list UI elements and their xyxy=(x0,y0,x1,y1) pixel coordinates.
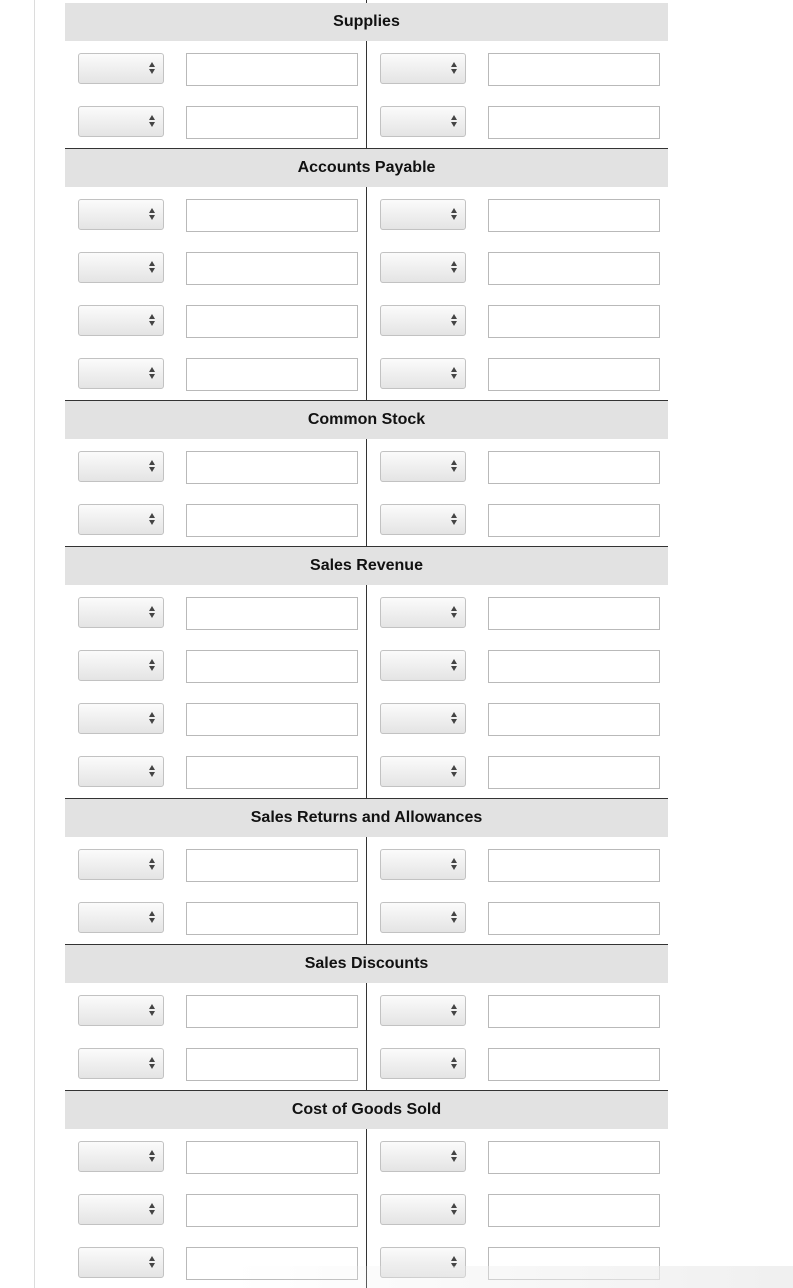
t-account-row xyxy=(65,890,668,944)
debit-account-select[interactable] xyxy=(78,1141,164,1172)
t-account-row xyxy=(65,41,668,94)
t-account-row xyxy=(65,439,668,492)
credit-account-select[interactable] xyxy=(380,199,466,230)
t-account-row xyxy=(65,240,668,293)
credit-account-select[interactable] xyxy=(380,106,466,137)
debit-account-select[interactable] xyxy=(78,504,164,535)
debit-account-select[interactable] xyxy=(78,650,164,681)
credit-amount-input[interactable] xyxy=(488,1247,660,1280)
t-account-row xyxy=(65,293,668,346)
t-account xyxy=(65,401,668,547)
credit-account-select[interactable] xyxy=(380,1141,466,1172)
t-account xyxy=(65,1091,668,1288)
up-down-arrows-icon xyxy=(149,513,156,526)
debit-amount-input[interactable] xyxy=(186,53,358,86)
credit-amount-input[interactable] xyxy=(488,199,660,232)
debit-amount-input[interactable] xyxy=(186,1194,358,1227)
left-border-rule xyxy=(34,0,35,1288)
credit-account-select[interactable] xyxy=(380,650,466,681)
t-account xyxy=(65,945,668,1091)
credit-amount-input[interactable] xyxy=(488,106,660,139)
debit-amount-input[interactable] xyxy=(186,199,358,232)
debit-account-select[interactable] xyxy=(78,703,164,734)
up-down-arrows-icon xyxy=(149,1203,156,1216)
credit-account-select[interactable] xyxy=(380,451,466,482)
up-down-arrows-icon xyxy=(451,1057,458,1070)
t-account-body xyxy=(65,837,668,945)
credit-amount-input[interactable] xyxy=(488,995,660,1028)
t-account-title: Cost of Goods Sold xyxy=(65,1091,668,1129)
credit-amount-input[interactable] xyxy=(488,703,660,736)
up-down-arrows-icon xyxy=(149,460,156,473)
debit-amount-input[interactable] xyxy=(186,995,358,1028)
t-account-row xyxy=(65,744,668,798)
t-account-title: Sales Discounts xyxy=(65,945,668,983)
up-down-arrows-icon xyxy=(149,314,156,327)
debit-account-select[interactable] xyxy=(78,1194,164,1225)
debit-account-select[interactable] xyxy=(78,106,164,137)
credit-account-select[interactable] xyxy=(380,756,466,787)
t-account-row xyxy=(65,346,668,400)
t-account-row xyxy=(65,1129,668,1182)
credit-amount-input[interactable] xyxy=(488,504,660,537)
debit-account-select[interactable] xyxy=(78,451,164,482)
up-down-arrows-icon xyxy=(451,261,458,274)
up-down-arrows-icon xyxy=(451,115,458,128)
t-account-body xyxy=(65,1129,668,1288)
debit-amount-input[interactable] xyxy=(186,252,358,285)
t-account-title: Common Stock xyxy=(65,401,668,439)
debit-amount-input[interactable] xyxy=(186,305,358,338)
debit-amount-input[interactable] xyxy=(186,597,358,630)
t-account-row xyxy=(65,1036,668,1090)
credit-amount-input[interactable] xyxy=(488,1048,660,1081)
debit-amount-input[interactable] xyxy=(186,504,358,537)
t-account-body xyxy=(65,439,668,547)
credit-account-select[interactable] xyxy=(380,597,466,628)
credit-account-select[interactable] xyxy=(380,995,466,1026)
debit-amount-input[interactable] xyxy=(186,650,358,683)
credit-amount-input[interactable] xyxy=(488,358,660,391)
credit-amount-input[interactable] xyxy=(488,1194,660,1227)
up-down-arrows-icon xyxy=(451,367,458,380)
debit-account-select[interactable] xyxy=(78,252,164,283)
debit-account-select[interactable] xyxy=(78,995,164,1026)
credit-account-select[interactable] xyxy=(380,358,466,389)
t-account-body xyxy=(65,585,668,799)
credit-amount-input[interactable] xyxy=(488,252,660,285)
debit-amount-input[interactable] xyxy=(186,451,358,484)
debit-account-select[interactable] xyxy=(78,849,164,880)
t-account-row xyxy=(65,983,668,1036)
credit-account-select[interactable] xyxy=(380,703,466,734)
up-down-arrows-icon xyxy=(451,1004,458,1017)
credit-account-select[interactable] xyxy=(380,504,466,535)
up-down-arrows-icon xyxy=(451,765,458,778)
t-account-row xyxy=(65,492,668,546)
credit-account-select[interactable] xyxy=(380,305,466,336)
up-down-arrows-icon xyxy=(451,606,458,619)
up-down-arrows-icon xyxy=(451,1256,458,1269)
up-down-arrows-icon xyxy=(149,765,156,778)
debit-account-select[interactable] xyxy=(78,756,164,787)
up-down-arrows-icon xyxy=(451,513,458,526)
credit-amount-input[interactable] xyxy=(488,650,660,683)
credit-account-select[interactable] xyxy=(380,849,466,880)
up-down-arrows-icon xyxy=(451,659,458,672)
t-account-title: Supplies xyxy=(65,3,668,41)
t-account-row xyxy=(65,691,668,744)
t-account xyxy=(65,799,668,945)
up-down-arrows-icon xyxy=(149,367,156,380)
t-account-row xyxy=(65,585,668,638)
debit-account-select[interactable] xyxy=(78,597,164,628)
up-down-arrows-icon xyxy=(451,1150,458,1163)
up-down-arrows-icon xyxy=(149,858,156,871)
debit-amount-input[interactable] xyxy=(186,849,358,882)
up-down-arrows-icon xyxy=(451,208,458,221)
t-account-title: Sales Returns and Allowances xyxy=(65,799,668,837)
debit-amount-input[interactable] xyxy=(186,902,358,935)
debit-account-select[interactable] xyxy=(78,53,164,84)
t-account xyxy=(65,547,668,799)
up-down-arrows-icon xyxy=(149,208,156,221)
t-account-title: Sales Revenue xyxy=(65,547,668,585)
up-down-arrows-icon xyxy=(149,62,156,75)
debit-account-select[interactable] xyxy=(78,1048,164,1079)
up-down-arrows-icon xyxy=(451,712,458,725)
credit-amount-input[interactable] xyxy=(488,849,660,882)
credit-account-select[interactable] xyxy=(380,1247,466,1278)
up-down-arrows-icon xyxy=(149,1004,156,1017)
t-account xyxy=(65,149,668,401)
up-down-arrows-icon xyxy=(451,911,458,924)
up-down-arrows-icon xyxy=(149,659,156,672)
debit-account-select[interactable] xyxy=(78,199,164,230)
t-account-row xyxy=(65,638,668,691)
debit-amount-input[interactable] xyxy=(186,358,358,391)
up-down-arrows-icon xyxy=(149,1150,156,1163)
up-down-arrows-icon xyxy=(149,1256,156,1269)
credit-account-select[interactable] xyxy=(380,1194,466,1225)
debit-account-select[interactable] xyxy=(78,305,164,336)
credit-account-select[interactable] xyxy=(380,252,466,283)
up-down-arrows-icon xyxy=(149,911,156,924)
t-account-body xyxy=(65,41,668,149)
credit-amount-input[interactable] xyxy=(488,756,660,789)
t-account-body xyxy=(65,983,668,1091)
credit-amount-input[interactable] xyxy=(488,902,660,935)
up-down-arrows-icon xyxy=(451,314,458,327)
up-down-arrows-icon xyxy=(451,858,458,871)
up-down-arrows-icon xyxy=(149,115,156,128)
t-account-row xyxy=(65,837,668,890)
up-down-arrows-icon xyxy=(451,460,458,473)
debit-amount-input[interactable] xyxy=(186,703,358,736)
t-account-body xyxy=(65,187,668,401)
up-down-arrows-icon xyxy=(149,712,156,725)
credit-account-select[interactable] xyxy=(380,1048,466,1079)
debit-amount-input[interactable] xyxy=(186,1048,358,1081)
credit-account-select[interactable] xyxy=(380,902,466,933)
debit-account-select[interactable] xyxy=(78,902,164,933)
t-account-ledger xyxy=(65,0,668,1288)
debit-amount-input[interactable] xyxy=(186,1247,358,1280)
debit-amount-input[interactable] xyxy=(186,756,358,789)
credit-amount-input[interactable] xyxy=(488,53,660,86)
debit-account-select[interactable] xyxy=(78,358,164,389)
up-down-arrows-icon xyxy=(149,606,156,619)
up-down-arrows-icon xyxy=(451,1203,458,1216)
debit-amount-input[interactable] xyxy=(186,1141,358,1174)
t-account-row xyxy=(65,187,668,240)
t-account-row xyxy=(65,1182,668,1235)
credit-amount-input[interactable] xyxy=(488,597,660,630)
credit-amount-input[interactable] xyxy=(488,451,660,484)
t-account xyxy=(65,3,668,149)
up-down-arrows-icon xyxy=(451,62,458,75)
t-account-row xyxy=(65,94,668,148)
up-down-arrows-icon xyxy=(149,1057,156,1070)
debit-account-select[interactable] xyxy=(78,1247,164,1278)
up-down-arrows-icon xyxy=(149,261,156,274)
debit-amount-input[interactable] xyxy=(186,106,358,139)
credit-amount-input[interactable] xyxy=(488,305,660,338)
credit-amount-input[interactable] xyxy=(488,1141,660,1174)
t-account-row xyxy=(65,1235,668,1288)
credit-account-select[interactable] xyxy=(380,53,466,84)
t-account-title: Accounts Payable xyxy=(65,149,668,187)
